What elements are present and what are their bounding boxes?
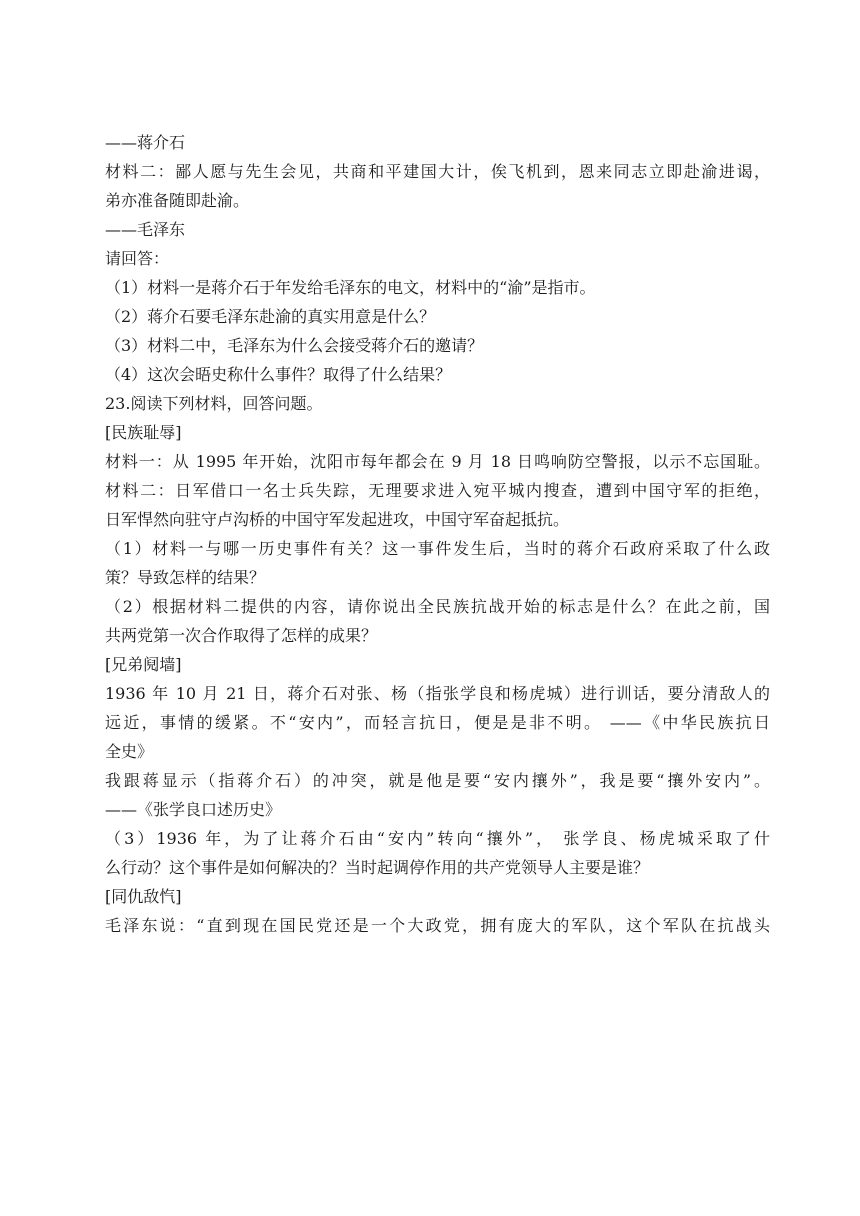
- text-line: （2）蒋介石要毛泽东赴渝的真实用意是什么？: [105, 307, 436, 326]
- text-line: 材料一：从 1995 年开始，沈阳市每年都会在 9 月 18 日鸣响防空警报，以示不忘国耻。: [105, 452, 770, 471]
- document-page: [105, 128, 770, 940]
- text-line: （1）材料一与哪一历史事件有关？这一事件发生后，当时的蒋介石政府采取了什么政: [105, 539, 770, 558]
- text-line: 么行动？这个事件是如何解决的？当时起调停作用的共产党领导人主要是谁？: [105, 858, 650, 877]
- text-line: 我跟蒋显示（指蒋介石）的冲突，就是他是要“安内攘外”，我是要“攘外安内”。: [105, 771, 770, 790]
- text-line: （4）这次会晤史称什么事件？取得了什么结果？: [105, 365, 452, 384]
- text-line: ——毛泽东: [105, 220, 186, 239]
- text-line: 日军悍然向驻守卢沟桥的中国守军发起进攻，中国守军奋起抵抗。: [105, 510, 570, 529]
- text-line: ——蒋介石: [105, 133, 186, 152]
- text-line: 毛泽东说：“直到现在国民党还是一个大政党，拥有庞大的军队，这个军队在抗战头: [105, 916, 770, 935]
- text-line: 共两党第一次合作取得了怎样的成果？: [105, 626, 378, 645]
- text-line: [兄弟阋墙]: [105, 655, 182, 674]
- text-line: （2）根据材料二提供的内容，请你说出全民族抗战开始的标志是什么？在此之前，国: [105, 597, 770, 616]
- text-line: （3）1936 年，为了让蒋介石由“安内”转向“攘外”， 张学良、杨虎城采取了什: [105, 829, 770, 848]
- text-line: [民族耻辱]: [105, 423, 182, 442]
- text-line: （3）材料二中，毛泽东为什么会接受蒋介石的邀请？: [105, 336, 484, 355]
- text-line: [同仇敌忾]: [105, 887, 182, 906]
- text-line: 策？导致怎样的结果？: [105, 568, 266, 587]
- text-line: 材料二：鄙人愿与先生会见，共商和平建国大计，俟飞机到，恩来同志立即赴渝进谒，: [105, 162, 770, 181]
- text-line: 材料二：日军借口一名士兵失踪，无理要求进入宛平城内搜查，遭到中国守军的拒绝，: [105, 481, 770, 500]
- text-line: （1）材料一是蒋介石于年发给毛泽东的电文，材料中的“渝”是指市。: [105, 278, 596, 297]
- text-line: 1936 年 10 月 21 日，蒋介石对张、杨（指张学良和杨虎城）进行训话，要分清敌人的: [105, 684, 770, 703]
- text-line: 远近，事情的缓紧。不“安内”，而轻言抗日，便是是非不明。 ——《中华民族抗日: [105, 713, 770, 732]
- text-line: ——《张学良口述历史》: [105, 800, 282, 819]
- text-line: 请回答：: [105, 249, 170, 268]
- text-line: 全史》: [105, 742, 154, 761]
- text-line: 23.阅读下列材料，回答问题。: [105, 394, 323, 413]
- text-line: 弟亦准备随即赴渝。: [105, 191, 250, 210]
